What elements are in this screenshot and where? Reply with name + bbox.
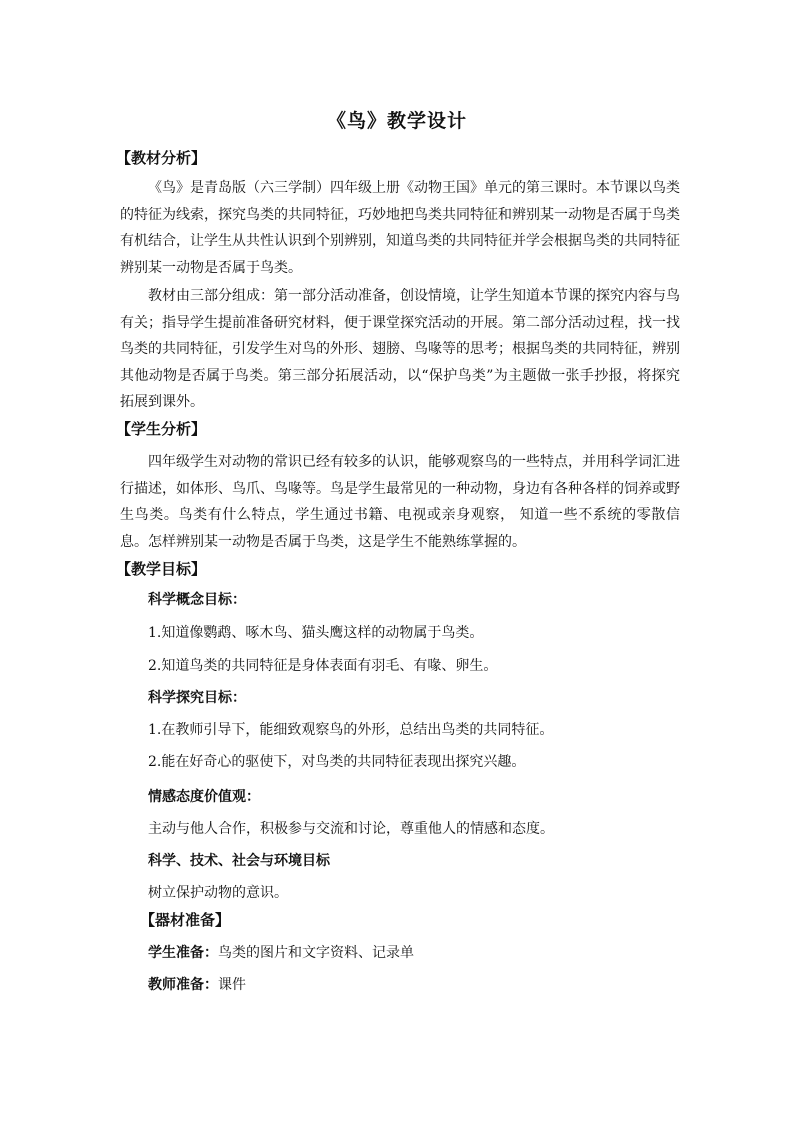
goal-item: 2.能在好奇心的驱使下，对鸟类的共同特征表现出探究兴趣。 xyxy=(148,754,526,770)
materials-teacher-label: 教师准备： xyxy=(148,977,218,993)
materials-student-label: 学生准备： xyxy=(148,945,218,961)
materials-teacher-line xyxy=(148,974,246,996)
goal-heading-emotion-values: 情感态度价值观： xyxy=(148,789,260,805)
section-heading-student-analysis: 【学生分析】 xyxy=(116,420,207,438)
paragraph-student-analysis: 四年级学生对动物的常识已经有较多的认识，能够观察鸟的一些特点，并用科学词汇进行描述，如体形、鸟爪、鸟喙等。鸟是学生最常见的一种动物，身边有各种各样的饲养或野生鸟类。鸟类有什么特点，学生通过书籍、电视或亲身观察， 知道一些不系统的零散信息。怎样辨别某一动物是否属于鸟类，这是学生不能熟练掌握的。 xyxy=(120,454,680,550)
paragraph-textbook-structure: 教材由三部分组成：第一部分活动准备，创设情境，让学生知道本节课的探究内容与鸟有关；指导学生提前准备研究材料，便于课堂探究活动的开展。第二部分活动过程，找一找鸟类的共同特征，引发学生对鸟的外形、翅膀、鸟喙等的思考；根据鸟类的共同特征，辨别其他动物是否属于鸟类。第三部分拓展活动，以“保护鸟类”为主题做一张手抄报，将探究拓展到课外。 xyxy=(120,288,680,410)
goal-item: 2.知道鸟类的共同特征是身体表面有羽毛、有喙、卵生。 xyxy=(148,658,498,674)
goal-item: 树立保护动物的意识。 xyxy=(148,885,288,901)
goal-heading-stse: 科学、技术、社会与环境目标 xyxy=(148,853,330,869)
goal-item: 1.在教师引导下，能细致观察鸟的外形，总结出鸟类的共同特征。 xyxy=(148,722,554,738)
section-heading-textbook-analysis: 【教材分析】 xyxy=(116,149,207,167)
goal-heading-science-inquiry: 科学探究目标： xyxy=(148,690,246,706)
goal-item: 主动与他人合作，积极参与交流和讨论，尊重他人的情感和态度。 xyxy=(148,821,554,837)
section-heading-materials: 【器材准备】 xyxy=(140,911,231,929)
materials-student-text: 鸟类的图片和文字资料、记录单 xyxy=(218,945,414,961)
paragraph-textbook-intro: 《鸟》是青岛版（六三学制）四年级上册《动物王国》单元的第三课时。本节课以鸟类的特征为线索，探究鸟类的共同特征，巧妙地把鸟类共同特征和辨别某一动物是否属于鸟类有机结合，让学生从共性认识到个别辨别，知道鸟类的共同特征并学会根据鸟类的共同特征辨别某一动物是否属于鸟类。 xyxy=(120,180,680,276)
goal-heading-science-concept: 科学概念目标： xyxy=(148,592,246,608)
document-title: 《鸟》教学设计 xyxy=(326,110,467,132)
materials-student-line xyxy=(148,942,414,964)
materials-teacher-text: 课件 xyxy=(218,977,246,993)
section-heading-teaching-goals: 【教学目标】 xyxy=(116,560,207,578)
goal-item: 1.知道像鹦鹉、啄木鸟、猫头鹰这样的动物属于鸟类。 xyxy=(148,625,484,641)
